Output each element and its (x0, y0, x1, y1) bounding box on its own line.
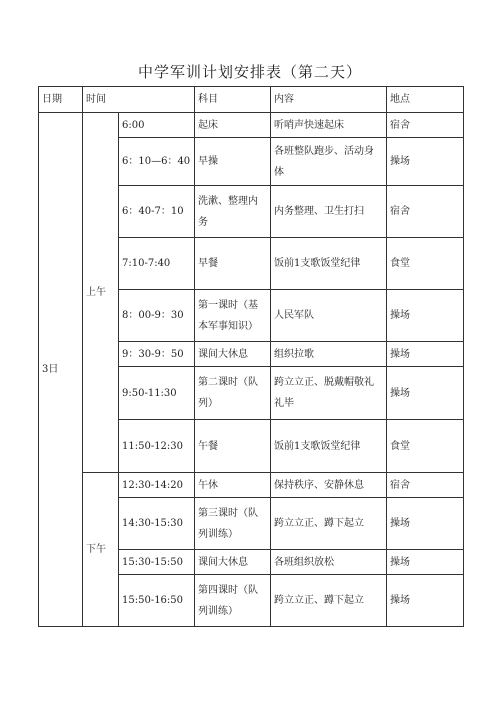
time-cell: 12:30-14:20 (119, 473, 195, 498)
subject-cell: 课间大休息 (195, 550, 271, 575)
content-cell: 各班组织放松 (271, 550, 387, 575)
place-cell: 食堂 (387, 238, 464, 290)
content-cell: 组织拉歌 (271, 342, 387, 367)
place-cell: 宿舍 (387, 113, 464, 138)
time-cell: 7:10-7:40 (119, 238, 195, 290)
content-cell: 跨立立正、蹲下起立 (271, 575, 387, 627)
place-cell: 食堂 (387, 420, 464, 473)
header-row (39, 87, 464, 113)
subject-cell: 第三课时（队列训练） (195, 498, 271, 550)
place-cell: 宿舍 (387, 186, 464, 238)
header-content: 内容 (271, 87, 387, 113)
time-cell: 9：30-9：50 (119, 342, 195, 367)
place-cell: 操场 (387, 290, 464, 342)
content-cell: 听哨声快速起床 (271, 113, 387, 138)
period-morning: 上午 (83, 113, 119, 473)
content-cell: 内务整理、卫生打扫 (271, 186, 387, 238)
subject-cell: 洗漱、整理内务 (195, 186, 271, 238)
table-row (39, 473, 464, 498)
content-cell: 保持秩序、安静休息 (271, 473, 387, 498)
content-cell: 跨立立正、脱戴帽敬礼礼毕 (271, 367, 387, 420)
subject-cell: 课间大休息 (195, 342, 271, 367)
place-cell: 操场 (387, 575, 464, 627)
subject-cell: 起床 (195, 113, 271, 138)
subject-cell: 第二课时（队列） (195, 367, 271, 420)
period-afternoon: 下午 (83, 473, 119, 627)
subject-cell: 第一课时（基本军事知识） (195, 290, 271, 342)
subject-cell: 早餐 (195, 238, 271, 290)
header-place: 地点 (387, 87, 464, 113)
subject-cell: 第四课时（队列训练） (195, 575, 271, 627)
place-cell: 宿舍 (387, 473, 464, 498)
content-cell: 各班整队跑步、活动身体 (271, 138, 387, 186)
content-cell: 跨立立正、蹲下起立 (271, 498, 387, 550)
time-cell: 6：40-7：10 (119, 186, 195, 238)
date-cell: 3日 (39, 113, 83, 627)
content-cell: 饭前1支歌饭堂纪律 (271, 238, 387, 290)
header-date: 日期 (39, 87, 83, 113)
place-cell: 操场 (387, 342, 464, 367)
subject-cell: 早操 (195, 138, 271, 186)
schedule-table (38, 86, 464, 627)
time-cell: 6：10—6：40 (119, 138, 195, 186)
content-cell: 人民军队 (271, 290, 387, 342)
time-cell: 15:30-15:50 (119, 550, 195, 575)
time-cell: 15:50-16:50 (119, 575, 195, 627)
time-cell: 11:50-12:30 (119, 420, 195, 473)
time-cell: 9:50-11:30 (119, 367, 195, 420)
time-cell: 14:30-15:30 (119, 498, 195, 550)
document-title: 中学军训计划安排表（第二天） (137, 63, 362, 81)
place-cell: 操场 (387, 138, 464, 186)
table-row (39, 113, 464, 138)
header-subject: 科目 (195, 87, 271, 113)
place-cell: 操场 (387, 550, 464, 575)
content-cell: 饭前1支歌饭堂纪律 (271, 420, 387, 473)
subject-cell: 午休 (195, 473, 271, 498)
subject-cell: 午餐 (195, 420, 271, 473)
place-cell: 操场 (387, 498, 464, 550)
time-cell: 6:00 (119, 113, 195, 138)
place-cell: 操场 (387, 367, 464, 420)
header-time: 时间 (83, 87, 195, 113)
time-cell: 8：00-9：30 (119, 290, 195, 342)
